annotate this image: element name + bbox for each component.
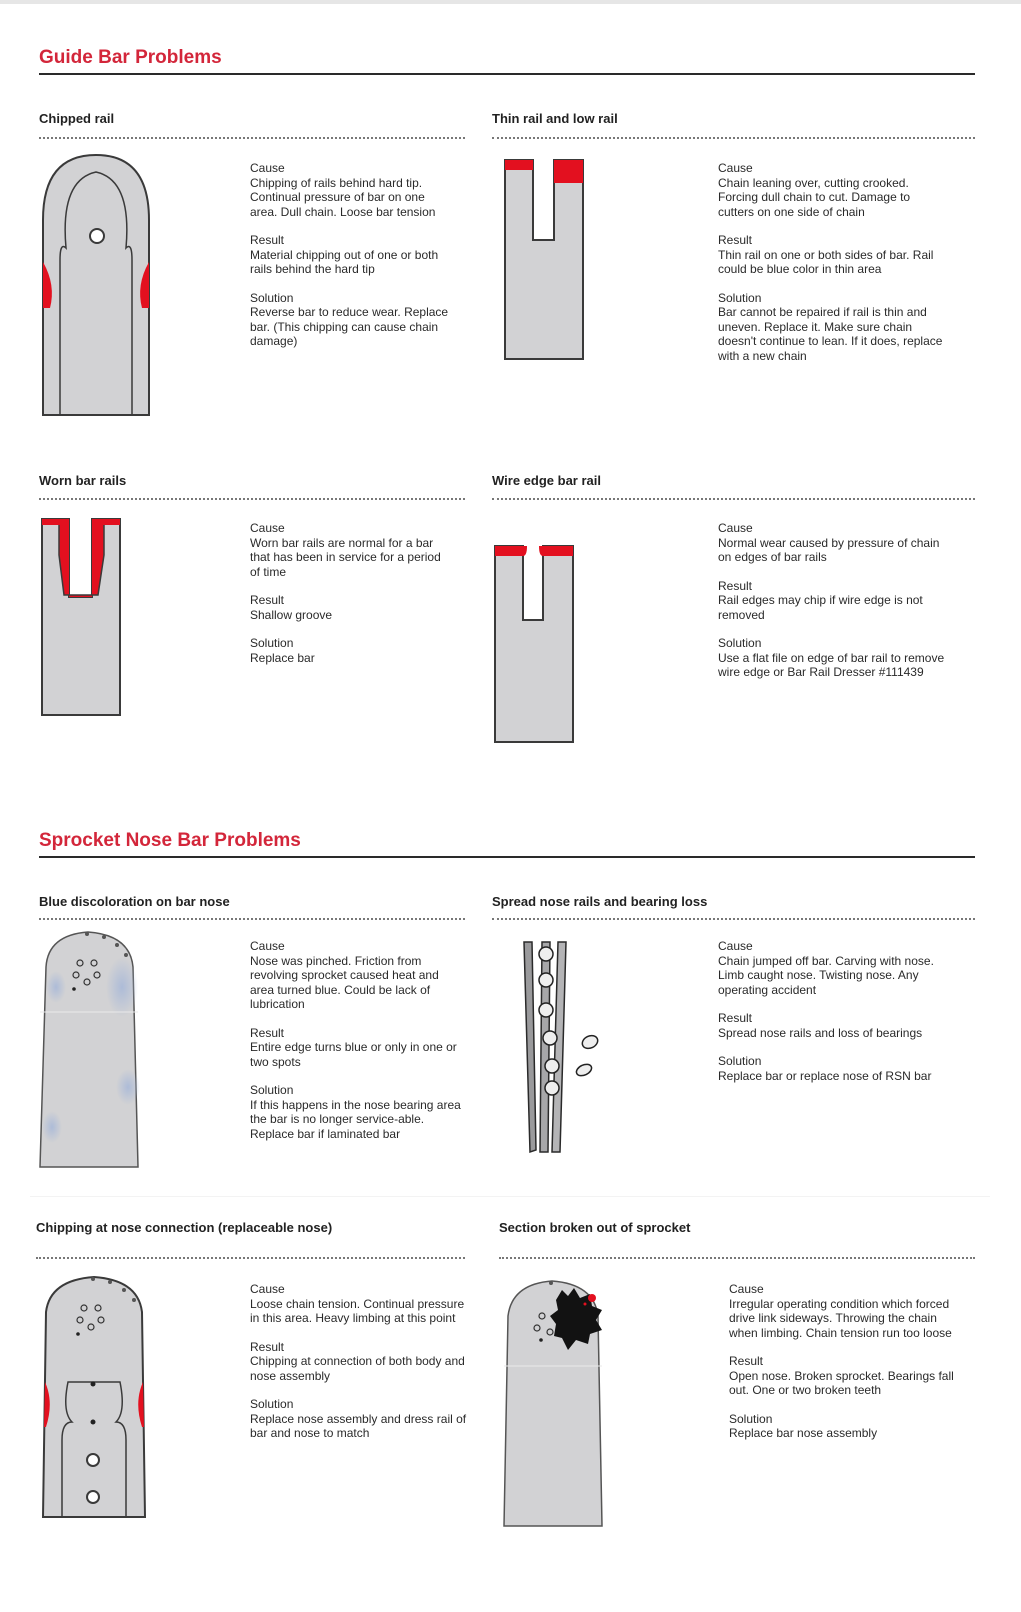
solution-text: If this happens in the nose bearing area the bar is no longer service-able. Replace bar if laminated bar [250,1097,461,1141]
result-label: Result [250,233,285,247]
result-text: Chipping at connection of both body and nose assembly [250,1354,465,1383]
result-label: Result [718,1011,753,1025]
item-title-worn-rails: Worn bar rails [39,473,127,488]
item-title-thin-rail: Thin rail and low rail [492,111,618,126]
section-rule [39,856,975,858]
solution-label: Solution [250,290,294,305]
cause-label: Cause [250,1282,285,1296]
item-desc-spread-nose [718,939,946,1083]
result-text: Shallow groove [250,607,333,622]
blue-nose-bar-icon [38,927,148,1172]
solution-text: Replace nose assembly and dress rail of bar and nose to match [250,1411,467,1440]
result-label: Result [250,1339,285,1354]
section-title-sprocket-nose: Sprocket Nose Bar Problems [39,830,301,851]
cause-label: Cause [718,521,753,535]
solution-label: Solution [718,636,762,650]
faint-divider [30,1196,990,1197]
worn-rail-bar-icon [40,515,130,720]
dotted-divider [39,137,465,139]
dotted-divider [36,1257,465,1259]
item-title-wire-edge: Wire edge bar rail [492,473,601,488]
item-desc-nose-connection [250,1282,468,1441]
solution-text: Reverse bar to reduce wear. Replace bar. (This chipping can cause chain damage) [250,305,449,348]
cause-text: Chain jumped off bar. Carving with nose. Limb caught nose. Twisting nose. Any operating accident [718,953,934,997]
item-title-broken-sprocket: Section broken out of sprocket [499,1220,691,1235]
result-text: Rail edges may chip if wire edge is not removed [718,593,923,622]
cause-text: Normal wear caused by pressure of chain on edges of bar rails [718,535,940,564]
section-title-guide-bar: Guide Bar Problems [39,47,222,68]
cause-label: Cause [718,161,753,175]
cause-text: Irregular operating condition which forced drive link sideways. Throwing the chain when limbing. Chain tension run too loose [729,1296,952,1340]
result-text: Entire edge turns blue or only in one or two spots [250,1040,457,1069]
solution-text: Replace bar nose assembly [729,1426,878,1440]
section-rule [39,73,975,75]
cause-text: Nose was pinched. Friction from revolving sprocket caused heat and area turned blue. Could be lack of lubrication [250,953,439,1011]
dotted-divider [492,498,975,500]
solution-label: Solution [250,1083,294,1097]
wire-edge-bar-icon [493,542,583,747]
result-text: Open nose. Broken sprocket. Bearings fall out. One or two broken teeth [729,1368,954,1397]
solution-label: Solution [718,290,762,305]
replaceable-nose-bar-icon [38,1272,158,1522]
result-label: Result [729,1354,764,1368]
cause-text: Worn bar rails are normal for a bar that has been in service for a period of time [250,535,441,579]
cause-label: Cause [250,939,285,953]
broken-sprocket-bar-icon [502,1276,612,1531]
solution-label: Solution [250,636,294,650]
cause-label: Cause [250,161,285,175]
dotted-divider [499,1257,975,1259]
result-label: Result [250,593,285,607]
item-desc-wire-edge [718,521,946,680]
solution-label: Solution [718,1054,762,1068]
result-text: Thin rail on one or both sides of bar. Rail could be blue color in thin area [718,247,934,276]
item-desc-blue-discoloration [250,939,462,1141]
item-desc-broken-sprocket [729,1282,961,1441]
dotted-divider [39,918,465,920]
cause-label: Cause [729,1282,764,1296]
solution-label: Solution [729,1411,773,1426]
item-desc-worn-rails [250,521,450,665]
cause-label: Cause [250,521,285,535]
cause-text: Loose chain tension. Continual pressure in this area. Heavy limbing at this point [250,1296,465,1325]
solution-text: Use a flat file on edge of bar rail to remove wire edge or Bar Rail Dresser #111439 [718,650,945,679]
result-label: Result [718,578,753,593]
cause-label: Cause [718,939,753,953]
solution-text: Replace bar [250,650,315,665]
solution-text: Replace bar or replace nose of RSN bar [718,1068,932,1083]
dotted-divider [492,918,975,920]
item-desc-thin-rail [718,161,946,363]
item-desc-chipped-rail [250,161,450,349]
dotted-divider [39,498,465,500]
cause-text: Chain leaning over, cutting crooked. Forcing dull chain to cut. Damage to cutters on one side of chain [718,175,911,219]
solution-label: Solution [250,1397,294,1411]
dotted-divider [492,137,975,139]
thin-rail-bar-icon [503,157,593,362]
result-label: Result [718,233,753,247]
cause-text: Chipping of rails behind hard tip. Continual pressure of bar on one area. Dull chain. Loose bar tension [250,175,436,219]
spread-nose-bar-icon [520,940,610,1160]
result-text: Material chipping out of one or both rails behind the hard tip [250,247,439,276]
top-border [0,0,1021,4]
result-label: Result [250,1025,285,1040]
result-text: Spread nose rails and loss of bearings [718,1025,923,1040]
item-title-spread-nose: Spread nose rails and bearing loss [492,894,708,909]
item-title-nose-connection: Chipping at nose connection (replaceable nose) [36,1220,333,1235]
solution-text: Bar cannot be repaired if rail is thin and uneven. Replace it. Make sure chain doesn't continue to lean. If it does, replace with a new chain [718,305,943,363]
item-title-blue-discoloration: Blue discoloration on bar nose [39,894,230,909]
chipped-rail-bar-icon [38,150,158,420]
item-title-chipped-rail: Chipped rail [39,111,115,126]
